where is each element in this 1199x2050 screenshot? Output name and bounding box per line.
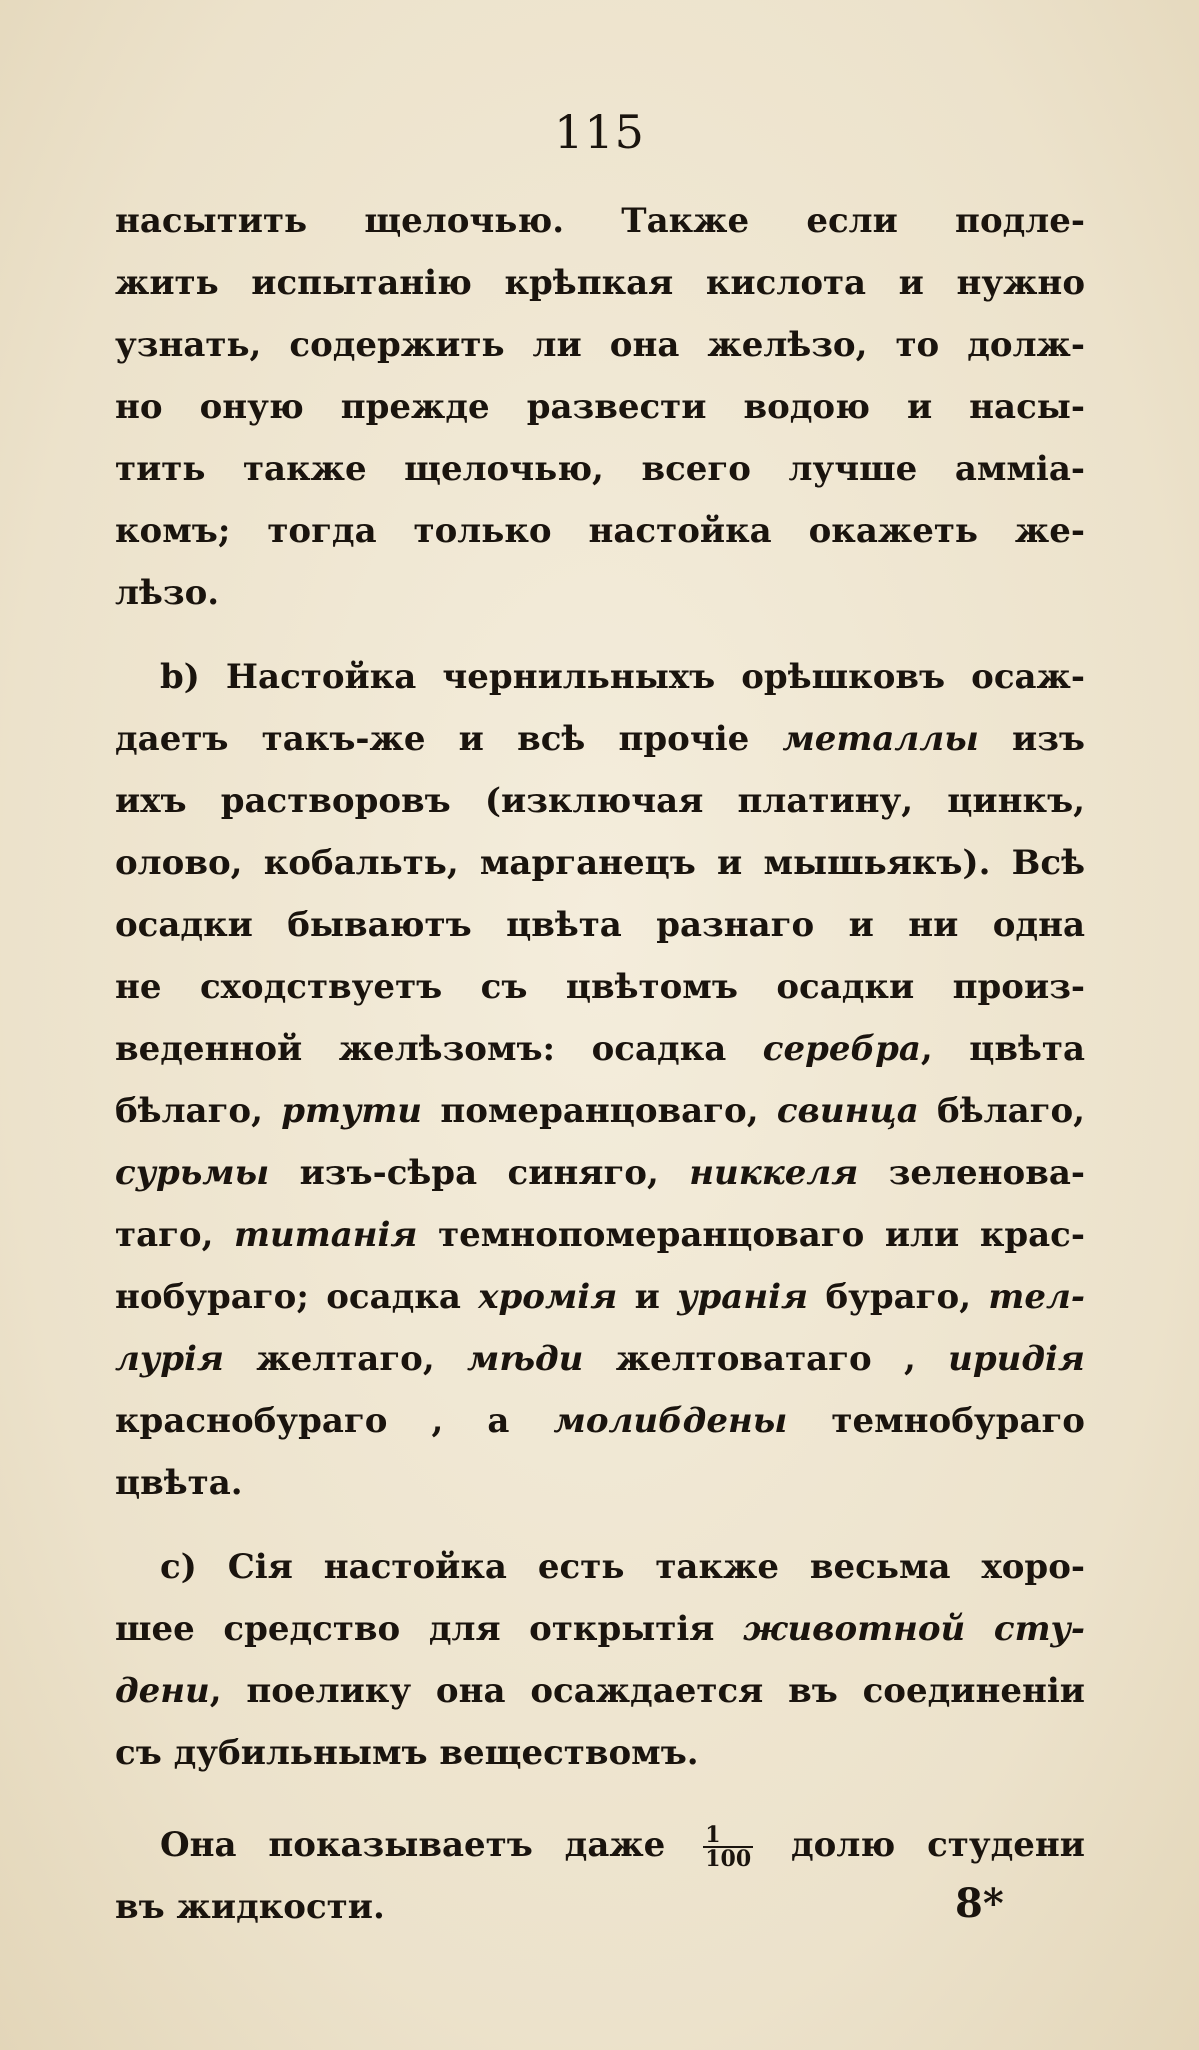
paragraph-2: [115, 646, 1085, 1514]
text-line: лѣзо.: [115, 573, 220, 613]
fraction-denominator: 100: [705, 1846, 752, 1872]
text-run: и: [617, 1277, 678, 1317]
printer-signature-mark: 8*: [955, 1880, 1004, 1927]
metal-term: мѣди: [467, 1339, 584, 1379]
body-text: [115, 190, 1085, 1938]
metal-term: титанія: [234, 1215, 418, 1255]
text-line: жить испытанію крѣпкая кислота и нужно: [115, 263, 1085, 303]
paragraph-4: [115, 1814, 1085, 1938]
text-line: осадки бываютъ цвѣта разнаго и ни одна: [115, 905, 1085, 945]
text-line: съ дубильнымъ веществомъ.: [115, 1733, 699, 1773]
text-run: , поелику она осаждается въ соединеніи: [209, 1671, 1085, 1711]
metal-term: металлы: [782, 719, 979, 759]
emphasis-term: дени: [115, 1671, 210, 1711]
text-run: изъ-сѣра синяго,: [269, 1153, 690, 1193]
text-run: зеленова-: [858, 1153, 1085, 1193]
text-line: c) Сія настойка есть также весьма хоро-: [160, 1547, 1085, 1587]
text-line: [115, 1390, 1085, 1452]
emphasis-term: животной сту-: [743, 1609, 1085, 1649]
text-line: [115, 1328, 1085, 1390]
text-line: цвѣта.: [115, 1463, 243, 1503]
text-line: насытить щелочью. Также если подле-: [115, 201, 1085, 241]
text-run: , цвѣта: [920, 1029, 1085, 1069]
text-run: бѣлаго,: [918, 1091, 1085, 1131]
metal-term: никкеля: [689, 1153, 859, 1193]
metal-term: уранія: [677, 1277, 809, 1317]
text-run: долю студени: [759, 1825, 1086, 1865]
text-line: [115, 1142, 1085, 1204]
metal-term: сурьмы: [115, 1153, 270, 1193]
text-run: темнопомеранцоваго или крас-: [417, 1215, 1085, 1255]
text-line: не сходствуетъ съ цвѣтомъ осадки произ-: [115, 967, 1085, 1007]
metal-term: молибдены: [553, 1401, 788, 1441]
text-run: бураго,: [808, 1277, 989, 1317]
text-run: померанцоваго,: [422, 1091, 777, 1131]
text-line: [115, 1080, 1085, 1142]
text-line: b) Настойка чернильныхъ орѣшковъ осаж-: [160, 657, 1085, 697]
text-run: изъ: [978, 719, 1086, 759]
text-run: шее средство для открытія: [115, 1609, 743, 1649]
text-run: нобураго; осадка: [115, 1277, 479, 1317]
fraction-numerator: 1: [703, 1824, 753, 1848]
text-line: [115, 1018, 1085, 1080]
metal-term: лурія: [115, 1339, 224, 1379]
text-line: [115, 1814, 1085, 1876]
metal-term: хромія: [478, 1277, 618, 1317]
text-line: [115, 1660, 1085, 1722]
text-line: [115, 1598, 1085, 1660]
paragraph-3: [115, 1536, 1085, 1784]
text-run: бѣлаго,: [115, 1091, 282, 1131]
text-run: темнобураго: [787, 1401, 1085, 1441]
text-line: ихъ растворовъ (изключая платину, цинкъ,: [115, 781, 1085, 821]
text-line: [115, 1266, 1085, 1328]
text-line: узнать, содержить ли она желѣзо, то долж-: [115, 325, 1085, 365]
text-line: въ жидкости.: [115, 1887, 385, 1927]
text-run: желтоватаго ,: [583, 1339, 949, 1379]
metal-term: ртути: [281, 1091, 423, 1131]
metal-term: серебра: [762, 1029, 921, 1069]
text-run: даетъ такъ-же и всѣ прочіе: [115, 719, 783, 759]
metal-term: иридія: [948, 1339, 1085, 1379]
paragraph-1: [115, 190, 1085, 624]
text-run: краснобураго , а: [115, 1401, 554, 1441]
metal-term: свинца: [776, 1091, 919, 1131]
text-run: Она показываетъ даже: [160, 1825, 698, 1865]
text-line: олово, кобальть, марганецъ и мышьякъ). Всѣ: [115, 843, 1085, 883]
page-number: 115: [554, 105, 645, 159]
text-run: веденной желѣзомъ: осадка: [115, 1029, 763, 1069]
text-line: но оную прежде развести водою и насы-: [115, 387, 1085, 427]
text-line: [115, 1204, 1085, 1266]
text-line: комъ; тогда только настойка окажеть же-: [115, 511, 1085, 551]
text-line: тить также щелочью, всего лучше аммiа-: [115, 449, 1085, 489]
metal-term: тел-: [988, 1277, 1085, 1317]
text-run: таго,: [115, 1215, 235, 1255]
text-line: [115, 708, 1085, 770]
text-run: желтаго,: [223, 1339, 468, 1379]
fraction: [703, 1824, 753, 1870]
